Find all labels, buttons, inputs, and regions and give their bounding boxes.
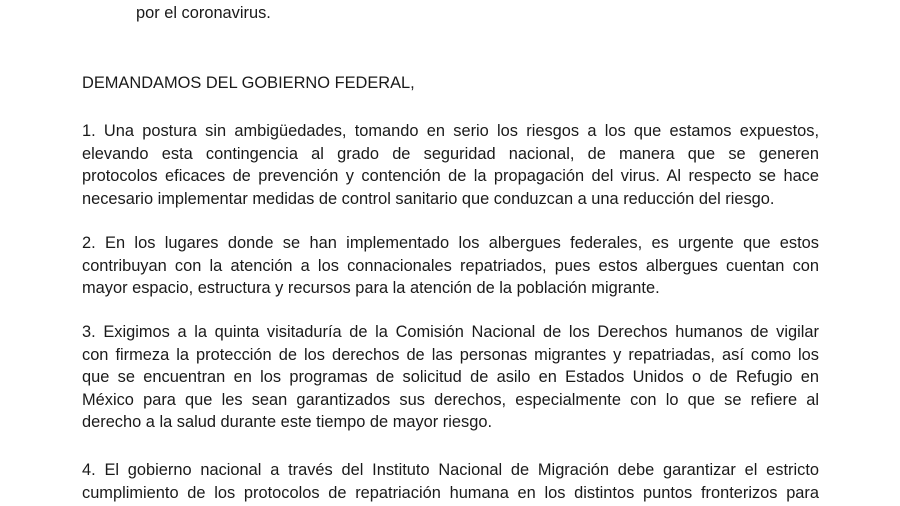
paragraph-line: protocolos eficaces de prevención y contención de la propagación del virus. Al respecto se hace [82, 167, 819, 185]
section-heading: DEMANDAMOS DEL GOBIERNO FEDERAL, [82, 74, 415, 92]
demand-paragraph-1 [82, 120, 819, 210]
paragraph-line: contribuyan con la atención a los connacionales repatriados, pues estos albergues cuentan con [82, 256, 819, 275]
paragraph-line: con firmeza la protección de los derechos de las personas migrantes y repatriadas, así como los [82, 345, 819, 364]
paragraph-line: que se encuentran en los programas de solicitud de asilo en Estados Unidos o de Refugio en [82, 368, 819, 386]
demand-paragraph-2 [82, 232, 819, 300]
paragraph-line: 3. Exigimos a la quinta visitaduría de la Comisión Nacional de los Derechos humanos de vigilar [82, 323, 819, 341]
paragraph-line: México para que les sean garantizados sus derechos, especialmente con lo que se refiere al [82, 390, 819, 409]
previous-paragraph-fragment: por el coronavirus. [136, 4, 271, 22]
paragraph-line: derecho a la salud durante este tiempo de mayor riesgo. [82, 413, 493, 431]
paragraph-line: 4. El gobierno nacional a través del Instituto Nacional de Migración debe garantizar el estricto [82, 461, 819, 479]
paragraph-line: 1. Una postura sin ambigüedades, tomando en serio los riesgos a los que estamos expuestos, [82, 122, 819, 140]
paragraph-line: 2. En los lugares donde se han implementado los albergues federales, es urgente que estos [82, 234, 819, 252]
paragraph-line: elevando esta contingencia al grado de seguridad nacional, de manera que se generen [82, 144, 819, 163]
demand-paragraph-3 [82, 321, 819, 434]
demand-paragraph-4 [82, 459, 819, 504]
paragraph-line: mayor espacio, estructura y recursos para la atención de la población migrante. [82, 279, 660, 297]
paragraph-line: necesario implementar medidas de control sanitario que conduzcan a una reducción del riesgo. [82, 189, 775, 208]
paragraph-line: cumplimiento de los protocolos de repatriación humana en los distintos puntos fronterizos para [82, 483, 819, 502]
